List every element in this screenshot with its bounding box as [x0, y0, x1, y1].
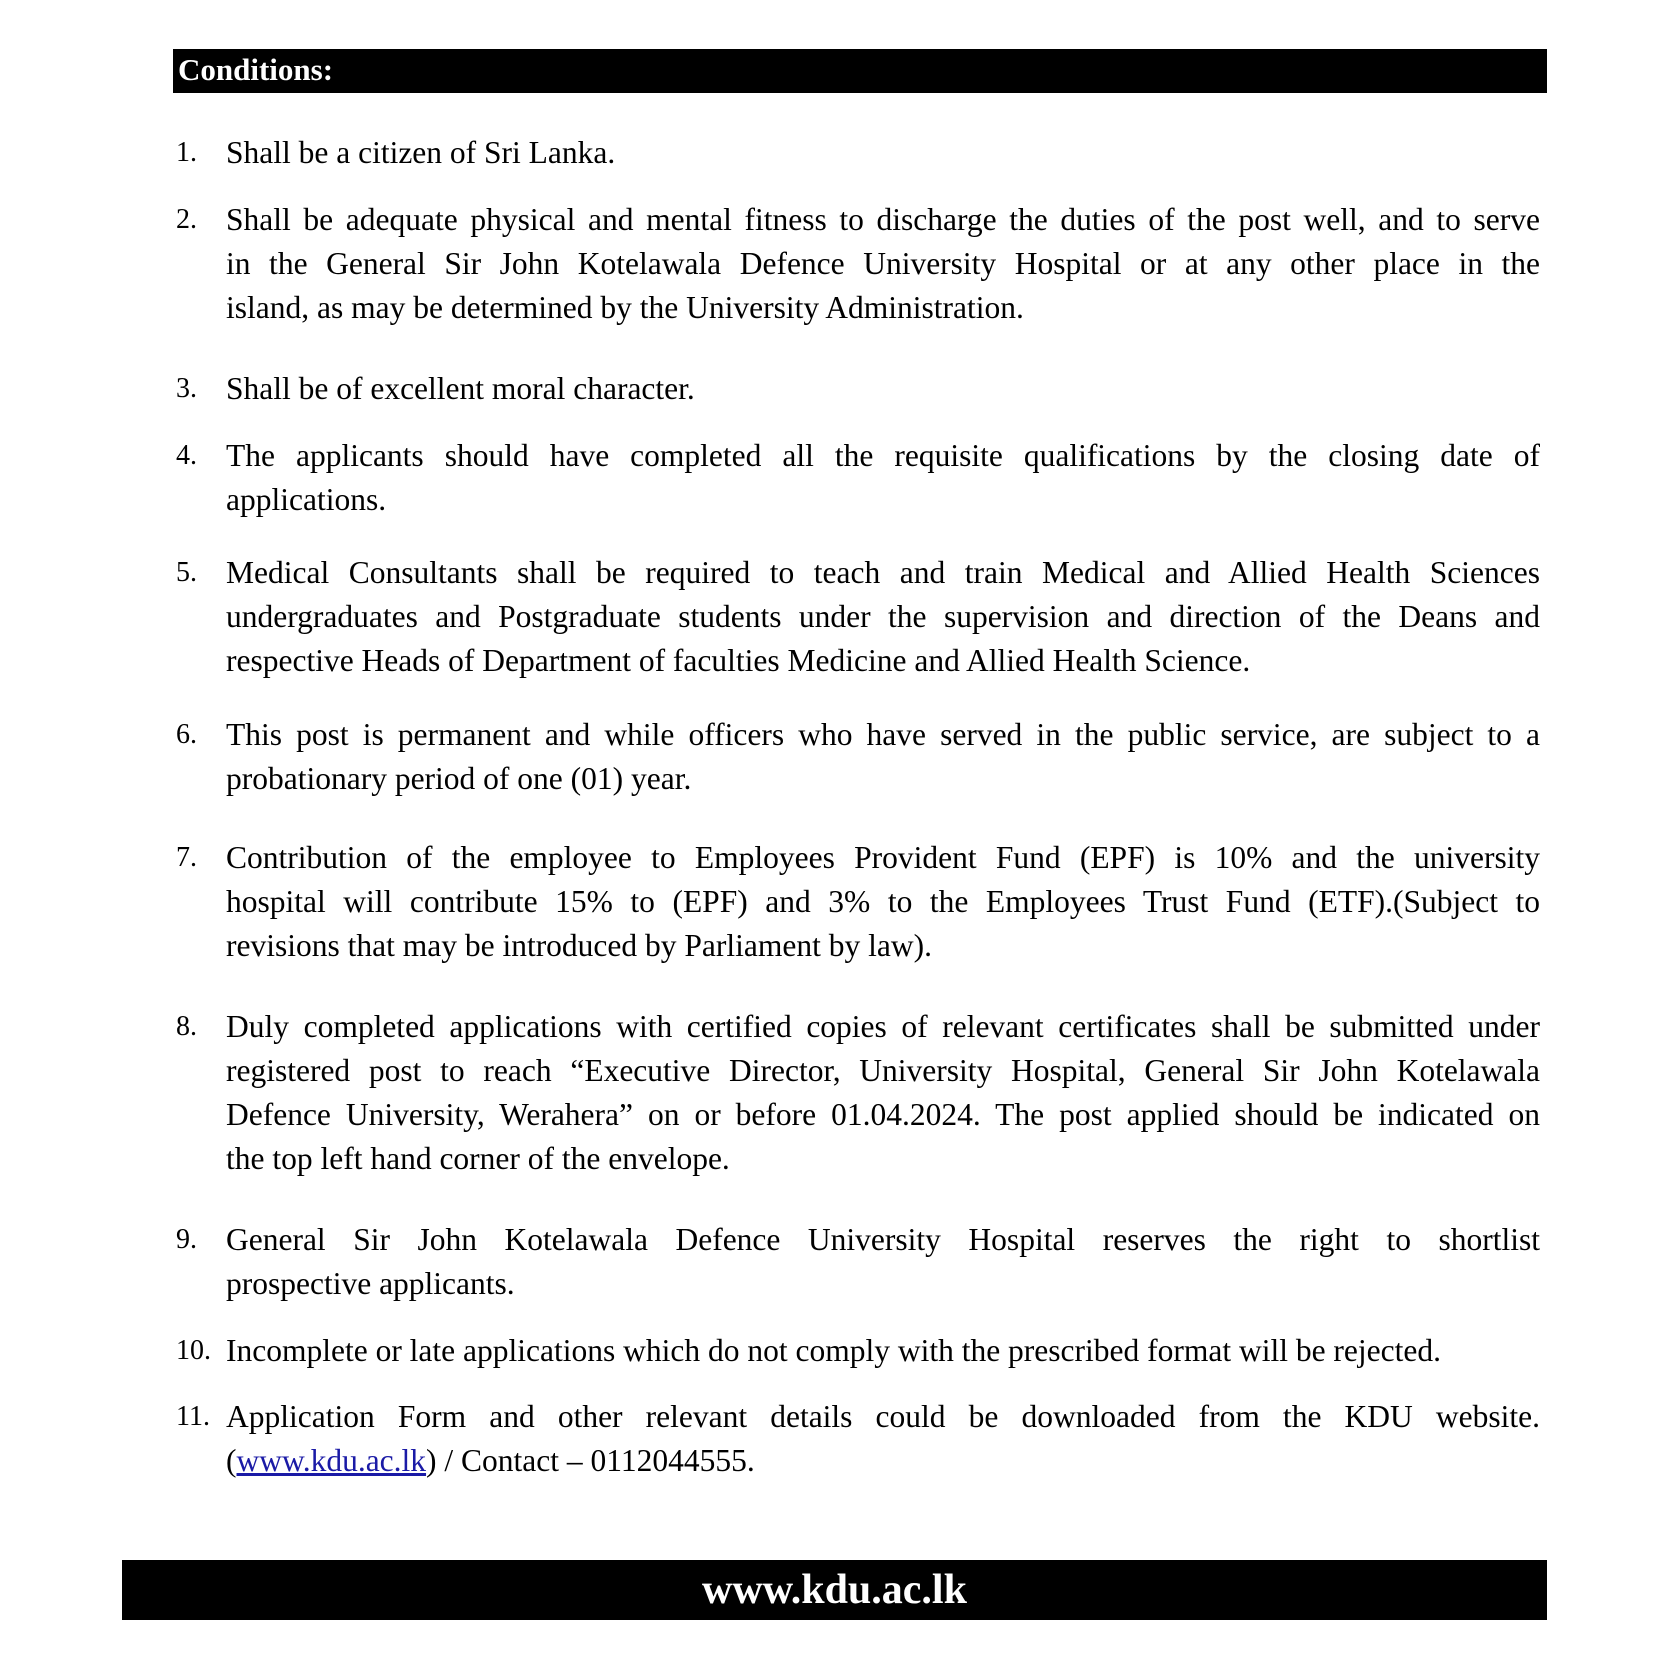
condition-item-4 — [173, 434, 1540, 522]
condition-text: Shall be a citizen of Sri Lanka. — [226, 135, 616, 170]
condition-number: 9. — [176, 1224, 197, 1255]
condition-text: revisions that may be introduced by Parliament by law). — [226, 928, 932, 963]
contact-text: ) / Contact – 0112044555. — [426, 1443, 755, 1478]
condition-item-5 — [173, 551, 1540, 683]
kdu-website-link[interactable]: www.kdu.ac.lk — [236, 1443, 427, 1478]
condition-text: Medical Consultants shall be required to teach and train Medical and Allied Health Sciences — [226, 555, 1540, 590]
condition-item-3 — [173, 367, 1540, 411]
condition-text: General Sir John Kotelawala Defence University Hospital reserves the right to shortlist — [226, 1222, 1540, 1257]
condition-text: Shall be of excellent moral character. — [226, 371, 695, 406]
condition-text: applications. — [226, 482, 387, 517]
footer-bar — [122, 1560, 1547, 1620]
condition-text: registered post to reach “Executive Director, University Hospital, General Sir John Kotelawala — [226, 1053, 1540, 1088]
condition-text: Defence University, Werahera” on or before 01.04.2024. The post applied should be indicated on — [226, 1097, 1540, 1132]
condition-text: in the General Sir John Kotelawala Defence University Hospital or at any other place in the — [226, 246, 1540, 281]
condition-text: The applicants should have completed all the requisite qualifications by the closing date of — [226, 438, 1540, 473]
condition-text: the top left hand corner of the envelope. — [226, 1141, 730, 1176]
condition-number: 4. — [176, 440, 197, 471]
condition-item-2 — [173, 198, 1540, 330]
condition-text: respective Heads of Department of faculties Medicine and Allied Health Science. — [226, 643, 1251, 678]
condition-number: 1. — [176, 137, 197, 168]
condition-text: prospective applicants. — [226, 1266, 515, 1301]
conditions-title: Conditions: — [178, 52, 334, 87]
link-prefix: ( — [226, 1443, 237, 1478]
condition-text: Duly completed applications with certified copies of relevant certificates shall be submitted under — [226, 1009, 1540, 1044]
condition-number: 5. — [176, 557, 197, 588]
condition-text: probationary period of one (01) year. — [226, 761, 692, 796]
condition-text: island, as may be determined by the University Administration. — [226, 290, 1024, 325]
condition-item-8 — [173, 1005, 1540, 1181]
condition-text: This post is permanent and while officers who have served in the public service, are subject to a — [226, 717, 1540, 752]
condition-number: 8. — [176, 1011, 197, 1042]
condition-text: undergraduates and Postgraduate students under the supervision and direction of the Deans and — [226, 599, 1540, 634]
condition-item-1 — [173, 131, 1540, 175]
condition-number: 2. — [176, 204, 197, 235]
condition-item-6 — [173, 713, 1540, 801]
condition-number: 11. — [176, 1401, 210, 1432]
conditions-header-bar — [173, 49, 1547, 93]
condition-number: 3. — [176, 373, 197, 404]
condition-item-11 — [173, 1395, 1540, 1483]
condition-number: 6. — [176, 719, 197, 750]
condition-text: Shall be adequate physical and mental fitness to discharge the duties of the post well, and to serve — [226, 202, 1540, 237]
condition-text: Contribution of the employee to Employees Provident Fund (EPF) is 10% and the university — [226, 840, 1540, 875]
condition-text: Application Form and other relevant details could be downloaded from the KDU website. — [226, 1399, 1540, 1434]
footer-website: www.kdu.ac.lk — [702, 1567, 967, 1613]
condition-item-10 — [173, 1329, 1540, 1373]
condition-number: 7. — [176, 842, 197, 873]
condition-text: hospital will contribute 15% to (EPF) and 3% to the Employees Trust Fund (ETF).(Subject to — [226, 884, 1540, 919]
condition-item-7 — [173, 836, 1540, 968]
condition-contact-line — [226, 1439, 1540, 1483]
condition-number: 10. — [176, 1335, 211, 1366]
condition-text: Incomplete or late applications which do not comply with the prescribed format will be rejected. — [226, 1333, 1441, 1368]
condition-item-9 — [173, 1218, 1540, 1306]
